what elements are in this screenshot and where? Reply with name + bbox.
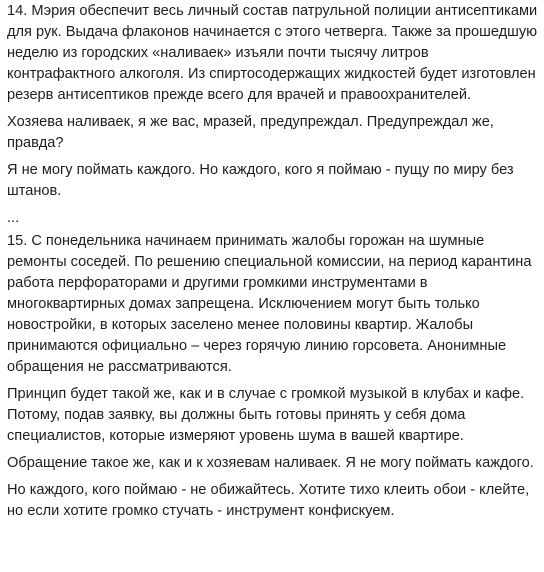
paragraph-item-14: 14. Мэрия обеспечит весь личный состав патрульной полиции антисептиками для рук. Выдача флаконов начинается с этого четверга. Также за прошедшую неделю из городских «наливаек» изъяли почти тысячу литров контрафактного алкоголя. Из спиртосодержащих жидкостей будет изготовлен резерв антисептиков прежде всего для врачей и правоохранителей. (7, 3, 538, 103)
paragraph-ellipsis: ... (7, 210, 20, 226)
paragraph-item-15: 15. С понедельника начинаем принимать жалобы горожан на шумные ремонты соседей. По решению специальной комиссии, на период карантина работа перфораторами и другими громкими инструментами в многоквартирных домах запрещена. Исключением могут быть только новостройки, в которых заселено менее половины квартир. Жалобы принимаются официально – через горячую линию горсовета. Анонимные обращения не рассматриваются. (7, 233, 532, 375)
paragraph-appeal: Обращение такое же, как и к хозяевам наливаек. Я не могу поймать каждого. (7, 455, 534, 471)
paragraph-principle: Принцип будет такой же, как и в случае с громкой музыкой в клубах и кафе. Потому, подав заявку, вы должны быть готовы принять у себя дома специалистов, которые измеряют уровень шума в вашей квартире. (7, 386, 525, 444)
paragraph-warning: Хозяева наливаек, я же вас, мразей, предупреждал. Предупреждал же, правда? (7, 114, 494, 151)
paragraph-catch: Я не могу поймать каждого. Но каждого, кого я поймаю - пущу по миру без штанов. (7, 162, 514, 199)
paragraph-closing: Но каждого, кого поймаю - не обижайтесь. Хотите тихо клеить обои - клейте, но если хотите громко стучать - инструмент конфискуем. (7, 482, 530, 519)
